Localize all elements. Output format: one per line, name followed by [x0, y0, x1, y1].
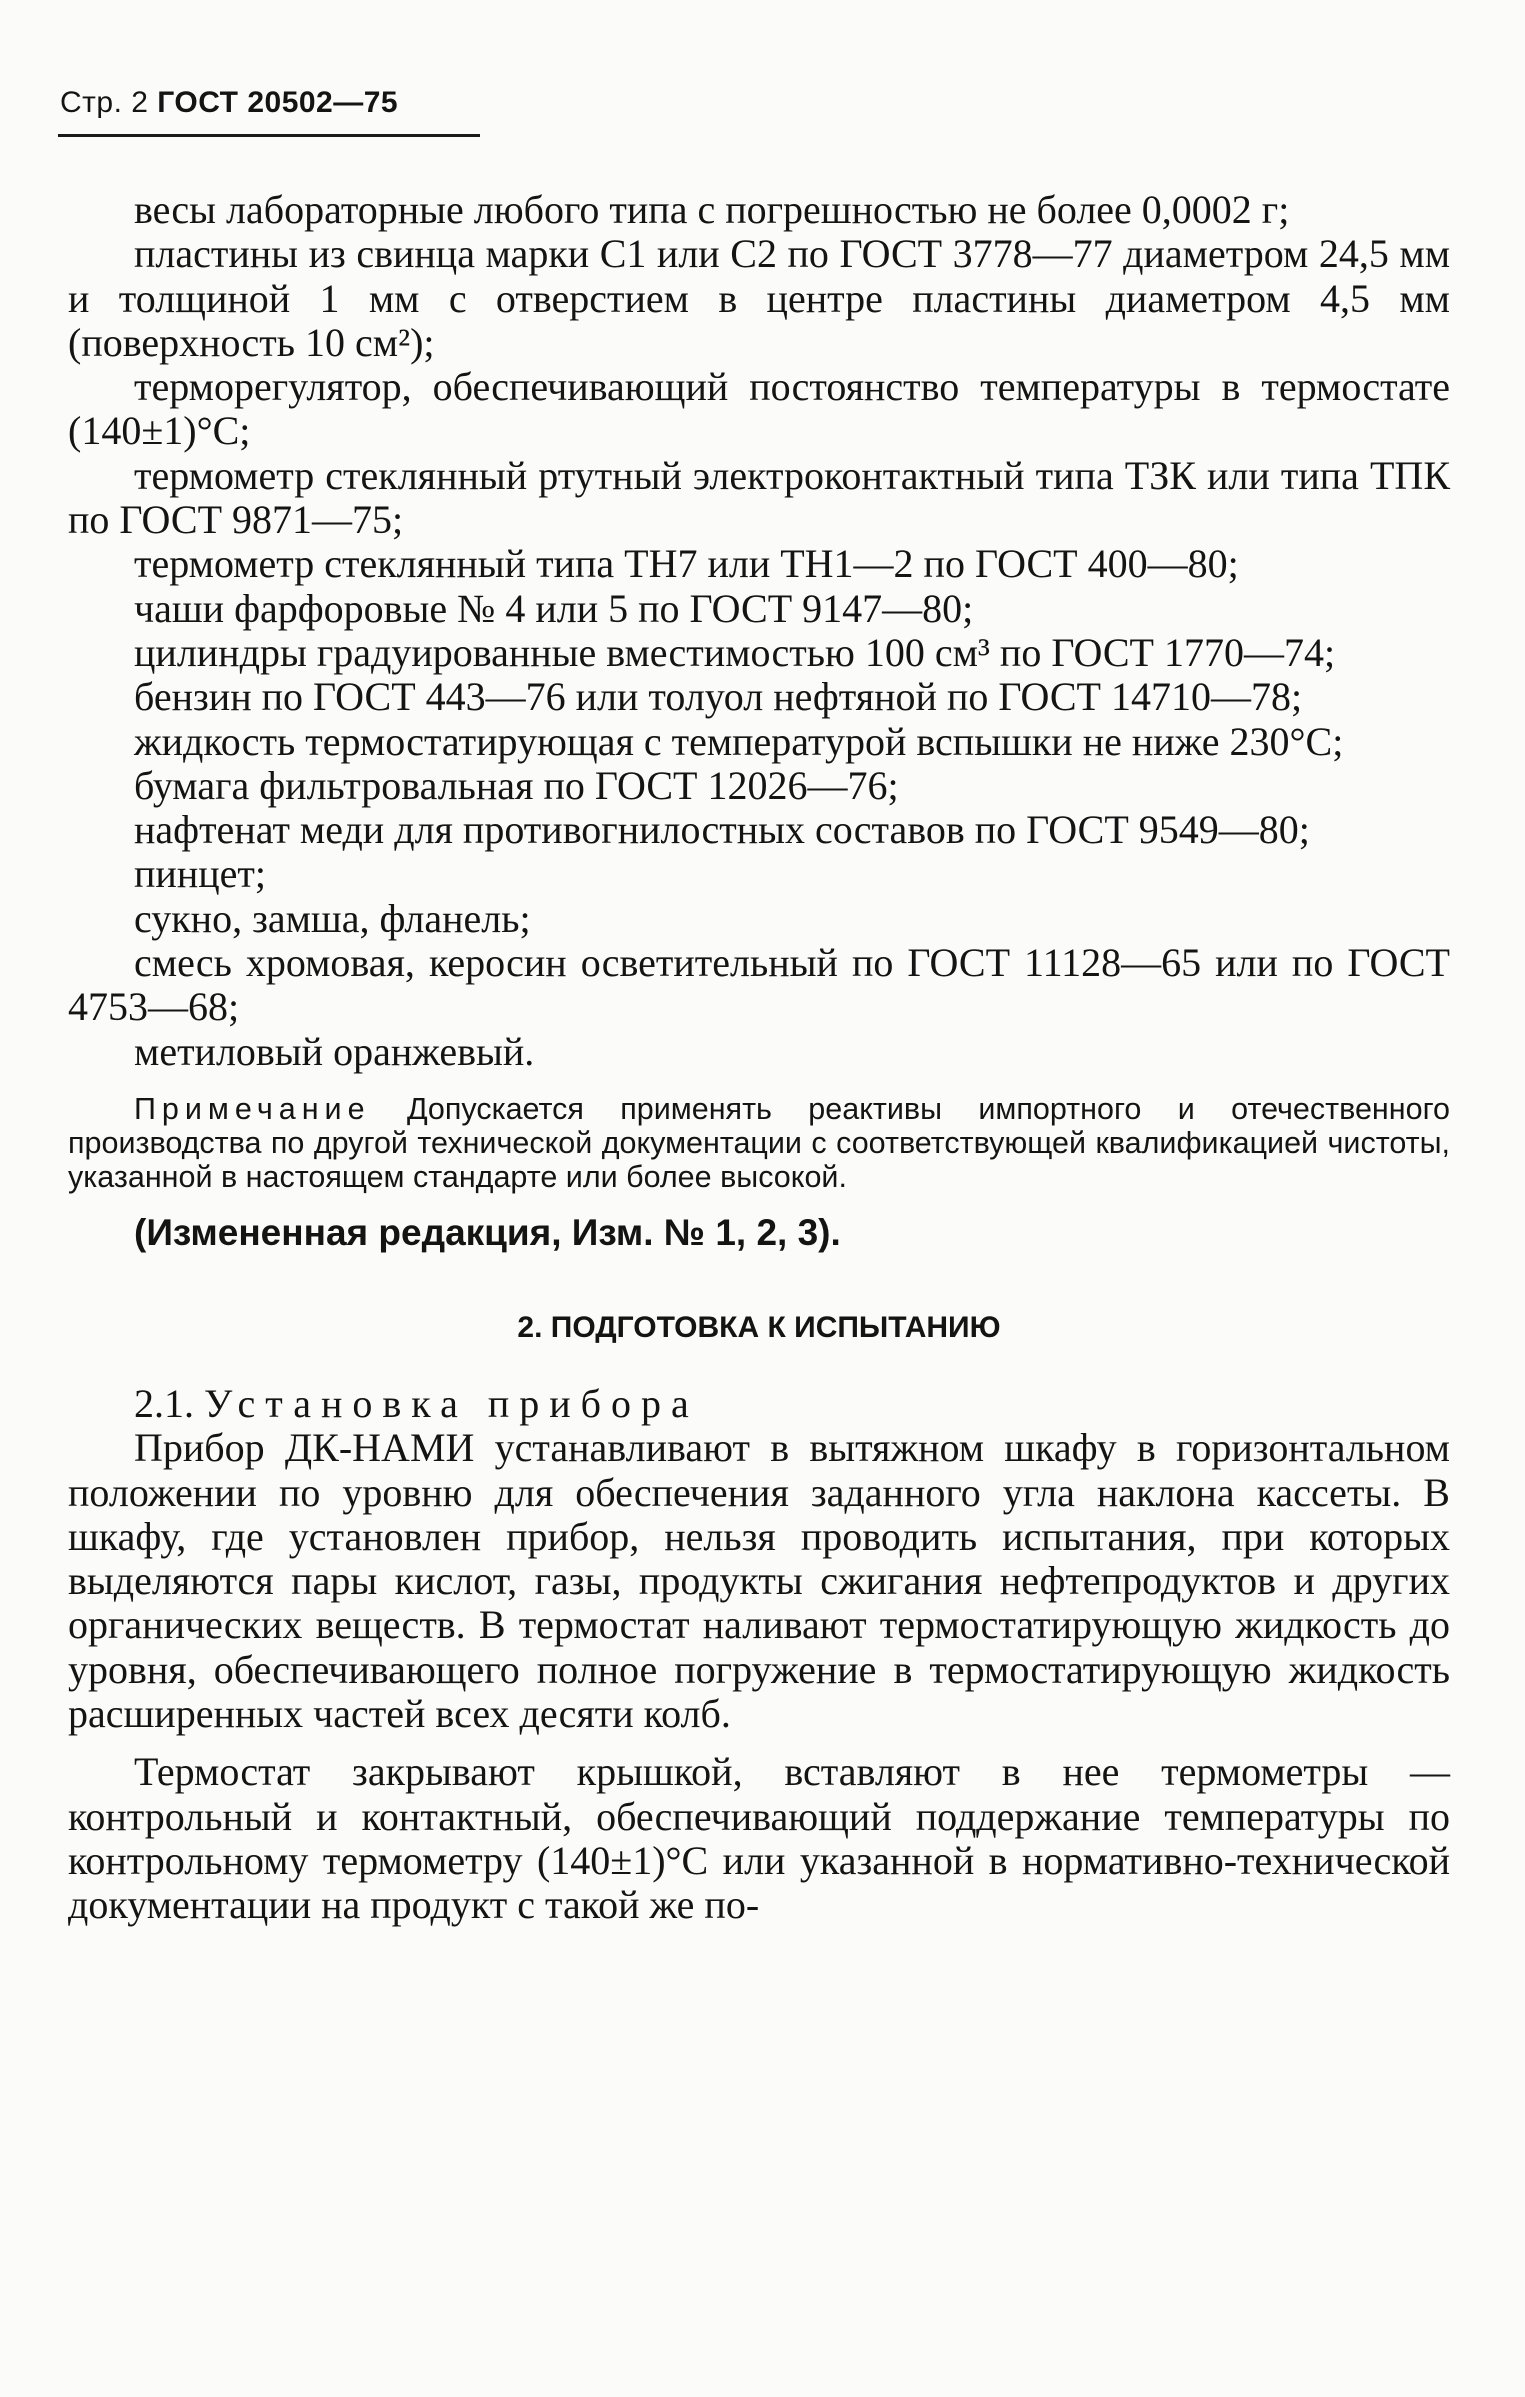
list-item: метиловый оранжевый.	[134, 1028, 535, 1074]
note-label: Примечание	[134, 1091, 371, 1126]
paragraph: Термостат закрывают крышкой, вставляют в нее термометры — контрольный и контактный, обеспечивающий поддержание температуры по контрольному термометру (140±1)°С или указанной в нормативно-технической документации на продукт с такой же по-	[68, 1749, 1450, 1928]
revision-note: (Измененная редакция, Изм. № 1, 2, 3).	[134, 1211, 841, 1253]
list-item: бензин по ГОСТ 443—76 или толуол нефтяной по ГОСТ 14710—78;	[134, 674, 1303, 720]
list-item: сукно, замша, фланель;	[134, 895, 531, 941]
list-item: цилиндры градуированные вместимостью 100 см³ по ГОСТ 1770—74;	[134, 629, 1336, 675]
subsection-number: 2.1.	[134, 1380, 194, 1426]
list-item: чаши фарфоровые № 4 или 5 по ГОСТ 9147—80;	[134, 585, 974, 631]
subsection-title: Установка прибора	[204, 1380, 699, 1426]
list-item: терморегулятор, обеспечивающий постоянство температуры в термостате (140±1)°С;	[68, 364, 1450, 454]
standard-number: ГОСТ 20502—75	[157, 86, 399, 119]
list-item: термометр стеклянный ртутный электроконтактный типа ТЗК или типа ТПК по ГОСТ 9871—75;	[68, 452, 1450, 543]
list-item: термометр стеклянный типа ТН7 или ТН1—2 по ГОСТ 400—80;	[134, 541, 1239, 587]
list-item: весы лабораторные любого типа с погрешностью не более 0,0002 г;	[134, 187, 1290, 232]
subsection-heading	[68, 1382, 1450, 1426]
list-item: смесь хромовая, керосин осветительный по ГОСТ 11128—65 или по ГОСТ 4753—68;	[68, 940, 1450, 1030]
page-header	[60, 86, 398, 120]
document-body	[68, 188, 1450, 1928]
list-item: пластины из свинца марки С1 или С2 по ГОСТ 3778—77 диаметром 24,5 мм и толщиной 1 мм с отверстием в центре пластины диаметром 4,5 мм (поверхность 10 см²);	[68, 231, 1450, 365]
note	[68, 1092, 1450, 1194]
page-number: Стр. 2	[60, 86, 149, 119]
note-text: Допускается применять реактивы импортного и отечественного производства по другой технической документации с соответствующей квалификацией чистоты, указанной в настоящем стандарте или более высокой.	[68, 1091, 1450, 1194]
list-item: нафтенат меди для противогнилостных составов по ГОСТ 9549—80;	[134, 807, 1310, 853]
header-rule	[58, 134, 480, 137]
paragraph: Прибор ДК-НАМИ устанавливают в вытяжном шкафу в горизонтальном положении по уровню для обеспечения заданного угла наклона кассеты. В шкафу, где установлен прибор, нельзя проводить испытания, при которых выделяются пары кислот, газы, продукты сжигания нефтепродуктов и других органических веществ. В термостат наливают термостатирующую жидкость до уровня, обеспечивающего полное погружение в термостатирующую жидкость расширенных частей всех десяти колб.	[68, 1425, 1450, 1737]
list-item: жидкость термостатирующая с температурой вспышки не ниже 230°С;	[134, 718, 1344, 764]
list-item: пинцет;	[134, 851, 266, 897]
section-heading: 2. ПОДГОТОВКА К ИСПЫТАНИЮ	[517, 1310, 1001, 1344]
list-item: бумага фильтровальная по ГОСТ 12026—76;	[134, 762, 899, 808]
